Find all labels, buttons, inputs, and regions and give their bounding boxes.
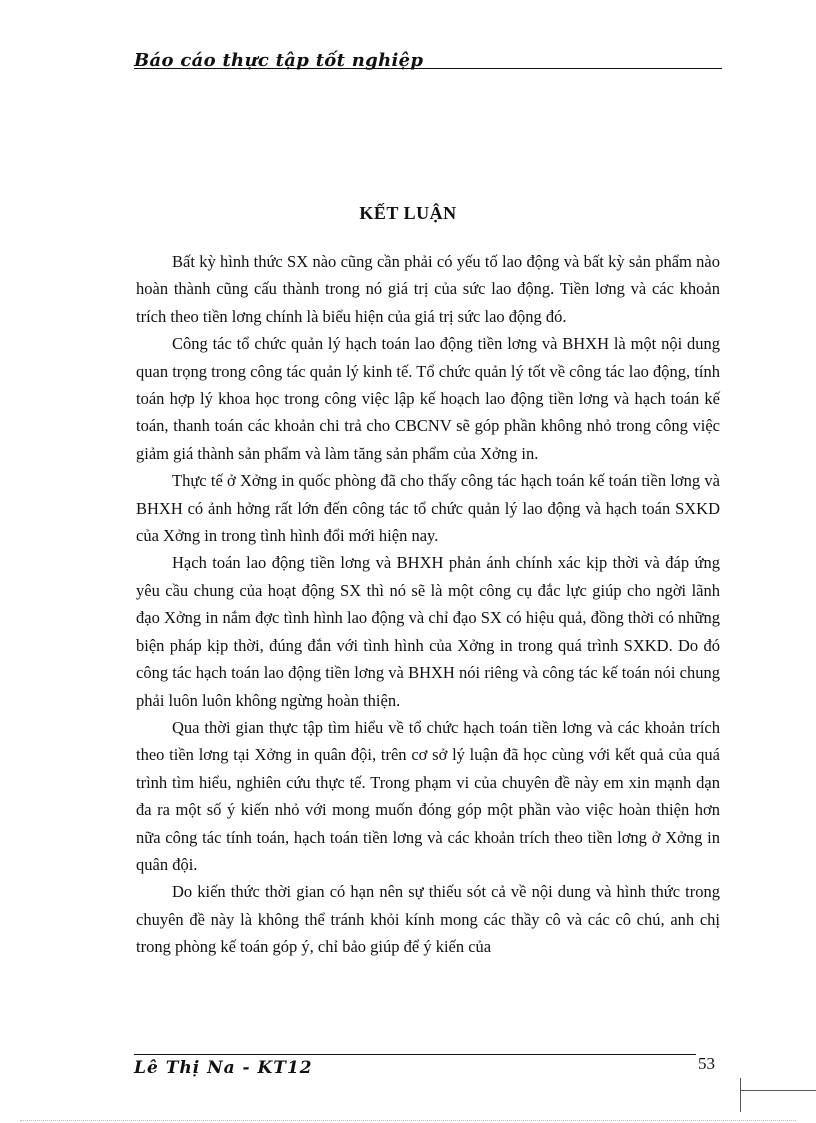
corner-mark-vertical [740, 1078, 741, 1112]
paragraph-1: Bất kỳ hình thức SX nào cũng cần phải có yếu tố lao động và bất kỳ sản phẩm nào hoàn thành cũng cấu thành trong nó giá trị của sức lao động. Tiền lơng và các khoản trích theo tiền lơng chính là biểu hiện của giá trị sức lao động đó. [136, 252, 720, 326]
header-rule [134, 68, 722, 69]
page-edge-dotted-line [20, 1120, 796, 1121]
paragraph-3: Thực tế ở Xởng in quốc phòng đã cho thấy công tác hạch toán kế toán tiền lơng và BHXH có ảnh hởng rất lớn đến công tác tổ chức quản lý lao động và hạch toán SXKD của Xởng in trong tình hình đổi mới hiện nay. [136, 471, 720, 546]
paragraph-2: Công tác tổ chức quản lý hạch toán lao động tiền lơng và BHXH là một nội dung quan trọng trong công tác quản lý kinh tế. Tổ chức quản lý tốt về công tác lao động, tính toán hợp lý khoa học trong công việc lập kế hoạch lao động tiền lơng và hạch toán kế toán, thanh toán các khoản chi trả cho CBCNV sẽ góp phần không nhỏ trong công việc giảm giá thành sản phẩm và làm tăng sản phẩm của Xởng in. [136, 334, 720, 463]
paragraph-6: Do kiến thức thời gian có hạn nên sự thiếu sót cả về nội dung và hình thức trong chuyên đề này là không thể tránh khỏi kính mong các thầy cô và các cô chú, anh chị trong phòng kế toán góp ý, chỉ bảo giúp để ý kiến của [136, 882, 720, 957]
paragraph-5: Qua thời gian thực tập tìm hiểu về tổ chức hạch toán tiền lơng và các khoản trích theo tiền lơng tại Xởng in quân đội, trên cơ sở lý luận đã học cùng với kết quả của quá trình tìm hiểu, nghiên cứu thực tế. Trong phạm vi của chuyên đề này em xin mạnh dạn đa ra một số ý kiến nhỏ với mong muốn đóng góp một phần vào việc hoàn thiện hơn nữa công tác tính toán, hạch toán tiền lơng và các khoản trích theo tiền lơng ở Xởng in quân đội. [136, 717, 720, 874]
section-heading: KẾT LUẬN [359, 203, 457, 223]
footer-author: Lê Thị Na - KT12 [134, 1058, 313, 1078]
document-body [136, 248, 720, 961]
paragraph-4: Hạch toán lao động tiền lơng và BHXH phản ánh chính xác kịp thời và đáp ứng yêu cầu chung của hoạt động SX thì nó sẽ là một công cụ đắc lực giúp cho ngời lãnh đạo Xởng in nắm đợc tình hình lao động và chỉ đạo SX có hiệu quả, đồng thời có những biện pháp kịp thời, đúng đắn với tình hình của Xởng in trong quá trình SXKD. Do đó công tác hạch toán lao động tiền lơng và BHXH nói riêng và công tác kế toán nói chung phải luôn luôn không ngừng hoàn thiện. [136, 553, 720, 710]
corner-mark-horizontal [740, 1090, 816, 1091]
header-title: Báo cáo thực tập tốt nghiệp [134, 50, 424, 71]
page-number: 53 [698, 1054, 715, 1073]
footer-rule [134, 1054, 696, 1055]
